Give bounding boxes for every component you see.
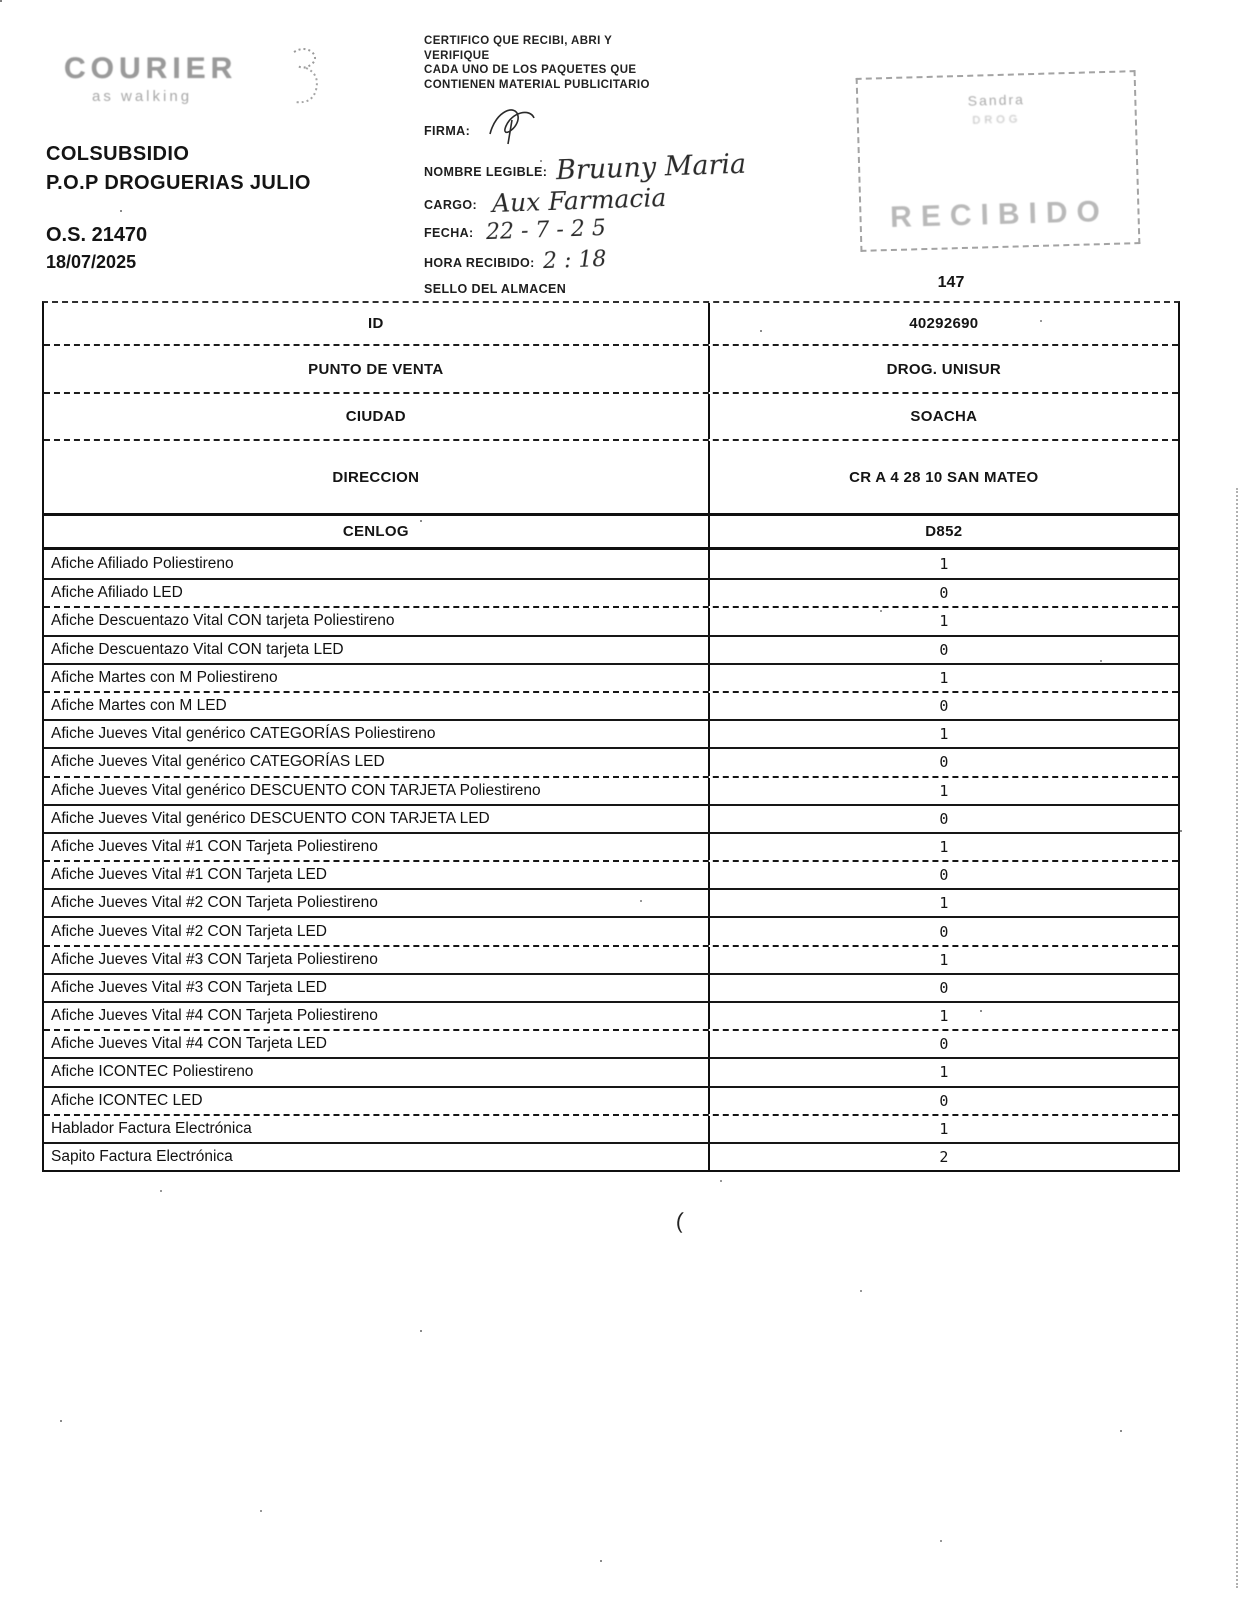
hora-label: HORA RECIBIDO: [424, 256, 535, 270]
certification-text [424, 34, 854, 92]
item-label: Afiche ICONTEC LED [44, 1088, 710, 1114]
item-quantity: 0 [939, 584, 949, 603]
item-quantity: 0 [939, 809, 949, 828]
stamp-line-1: Sandra [967, 91, 1026, 109]
item-quantity: 1 [939, 894, 949, 913]
info-value: DROG. UNISUR [886, 360, 1002, 378]
table-row [44, 1029, 1178, 1057]
item-label: Afiche Jueves Vital #2 CON Tarjeta LED [44, 918, 710, 944]
item-label: Afiche Afiliado Poliestireno [44, 550, 710, 578]
item-quantity: 1 [939, 781, 949, 800]
table-row [44, 776, 1178, 804]
table-row [44, 888, 1178, 916]
client-name: COLSUBSIDIO [46, 143, 190, 165]
cert-line-4: CONTIENEN MATERIAL PUBLICITARIO [424, 78, 650, 91]
nombre-field [424, 148, 747, 187]
item-quantity: 1 [939, 612, 949, 631]
item-quantity: 1 [939, 837, 949, 856]
info-label: PUNTO DE VENTA [44, 346, 710, 392]
info-row [44, 344, 1178, 392]
info-label: ID [44, 303, 710, 344]
warehouse-stamp [856, 70, 1141, 252]
item-label: Afiche Afiliado LED [44, 580, 710, 606]
item-label: Afiche Jueves Vital genérico CATEGORÍAS Poliestireno [44, 721, 710, 747]
info-label: CENLOG [44, 516, 710, 547]
stray-pen-mark: ( [675, 1207, 685, 1234]
table-row [44, 1142, 1178, 1170]
item-quantity: 1 [939, 725, 949, 744]
courier-logo-word: COURIER [64, 52, 238, 85]
scan-edge-artifact [1236, 488, 1238, 1588]
item-label: Sapito Factura Electrónica [44, 1144, 710, 1170]
walking-figure-icon [276, 46, 328, 113]
table-row [44, 832, 1178, 860]
order-number: O.S. 21470 [46, 224, 148, 246]
item-quantity: 0 [939, 1091, 949, 1110]
info-label: CIUDAD [44, 394, 710, 439]
hora-handwritten: 2 : 18 [542, 246, 607, 275]
table-row [44, 578, 1178, 606]
item-label: Afiche Descuentazo Vital CON tarjeta LED [44, 637, 710, 663]
info-row [44, 303, 1178, 344]
table-row [44, 860, 1178, 888]
cargo-handwritten: Aux Farmacia [491, 182, 667, 219]
firma-field [424, 122, 470, 140]
item-label: Hablador Factura Electrónica [44, 1116, 710, 1142]
table-row [44, 916, 1178, 944]
item-label: Afiche Jueves Vital #1 CON Tarjeta LED [44, 862, 710, 888]
nombre-label: NOMBRE LEGIBLE: [424, 165, 548, 179]
courier-logo [64, 52, 237, 105]
table-row [44, 635, 1178, 663]
sello-field [424, 280, 566, 298]
order-date: 18/07/2025 [46, 252, 137, 272]
table-row [44, 804, 1178, 832]
hora-field [424, 248, 607, 273]
cargo-field [424, 182, 667, 219]
item-label: Afiche Martes con M Poliestireno [44, 665, 710, 691]
item-quantity: 2 [939, 1148, 949, 1167]
item-label: Afiche Jueves Vital genérico CATEGORÍAS LED [44, 749, 710, 775]
table-row [44, 1114, 1178, 1142]
item-label: Afiche Martes con M LED [44, 693, 710, 719]
table-row [44, 1086, 1178, 1114]
item-quantity: 1 [939, 668, 949, 687]
item-label: Afiche Jueves Vital #2 CON Tarjeta Poliestireno [44, 890, 710, 916]
item-label: Afiche Jueves Vital #4 CON Tarjeta Poliestireno [44, 1003, 710, 1029]
item-quantity: 1 [939, 1063, 949, 1082]
cert-line-2: VERIFIQUE [424, 49, 490, 62]
item-label: Afiche Jueves Vital #1 CON Tarjeta Poliestireno [44, 834, 710, 860]
fecha-handwritten: 22 - 7 - 2 5 [485, 215, 607, 246]
table-row [44, 747, 1178, 775]
item-label: Afiche Jueves Vital #3 CON Tarjeta Poliestireno [44, 947, 710, 973]
cargo-label: CARGO: [424, 198, 478, 212]
info-row [44, 513, 1178, 547]
stamp-line-2: DROG [972, 113, 1022, 127]
item-label: Afiche ICONTEC Poliestireno [44, 1059, 710, 1085]
item-quantity: 0 [939, 922, 949, 941]
delivery-table [42, 301, 1180, 1172]
table-row [44, 550, 1178, 578]
info-label: DIRECCION [44, 441, 710, 513]
info-value: CR A 4 28 10 SAN MATEO [849, 468, 1039, 486]
table-row [44, 606, 1178, 634]
info-row [44, 392, 1178, 439]
courier-logo-tagline: as walking [92, 88, 193, 105]
page-number: 147 [937, 274, 965, 291]
table-row [44, 973, 1178, 1001]
item-quantity: 1 [939, 950, 949, 969]
table-row [44, 691, 1178, 719]
item-label: Afiche Descuentazo Vital CON tarjeta Poliestireno [44, 608, 710, 634]
table-row [44, 719, 1178, 747]
info-value: SOACHA [910, 408, 978, 425]
item-quantity: 0 [939, 753, 949, 772]
item-quantity: 1 [939, 1119, 949, 1138]
table-row [44, 663, 1178, 691]
table-row [44, 1057, 1178, 1085]
certification-block [424, 34, 854, 296]
fecha-field [424, 215, 607, 246]
item-quantity: 0 [939, 1035, 949, 1054]
cert-line-3: CADA UNO DE LOS PAQUETES QUE [424, 64, 637, 76]
info-row [44, 439, 1178, 513]
item-quantity: 0 [939, 978, 949, 997]
item-quantity: 0 [939, 866, 949, 885]
campaign-name: P.O.P DROGUERIAS JULIO [46, 172, 311, 194]
order-block [46, 222, 147, 276]
item-label: Afiche Jueves Vital #4 CON Tarjeta LED [44, 1031, 710, 1057]
signature-scribble [482, 100, 552, 155]
cert-line-1: CERTIFICO QUE RECIBI, ABRI Y [424, 35, 613, 47]
item-rows [44, 547, 1178, 1170]
nombre-handwritten: Bruuny Maria [555, 148, 747, 187]
stamp-recibido-text: RECIBIDO [889, 194, 1110, 235]
scan-noise [0, 0, 2, 2]
item-label: Afiche Jueves Vital #3 CON Tarjeta LED [44, 975, 710, 1001]
info-value: D852 [925, 523, 963, 540]
info-value: 40292690 [909, 315, 979, 332]
item-label: Afiche Jueves Vital genérico DESCUENTO CON TARJETA Poliestireno [44, 778, 710, 804]
item-quantity: 1 [939, 1007, 949, 1026]
sello-label: SELLO DEL ALMACEN [424, 282, 567, 296]
item-quantity: 0 [939, 640, 949, 659]
table-row [44, 1001, 1178, 1029]
fecha-label: FECHA: [424, 226, 474, 240]
item-label: Afiche Jueves Vital genérico DESCUENTO CON TARJETA LED [44, 806, 710, 832]
item-quantity: 1 [939, 555, 949, 574]
item-quantity: 0 [939, 697, 949, 716]
info-rows [44, 303, 1178, 547]
client-block [46, 140, 311, 198]
table-row [44, 945, 1178, 973]
firma-label: FIRMA: [424, 124, 471, 138]
